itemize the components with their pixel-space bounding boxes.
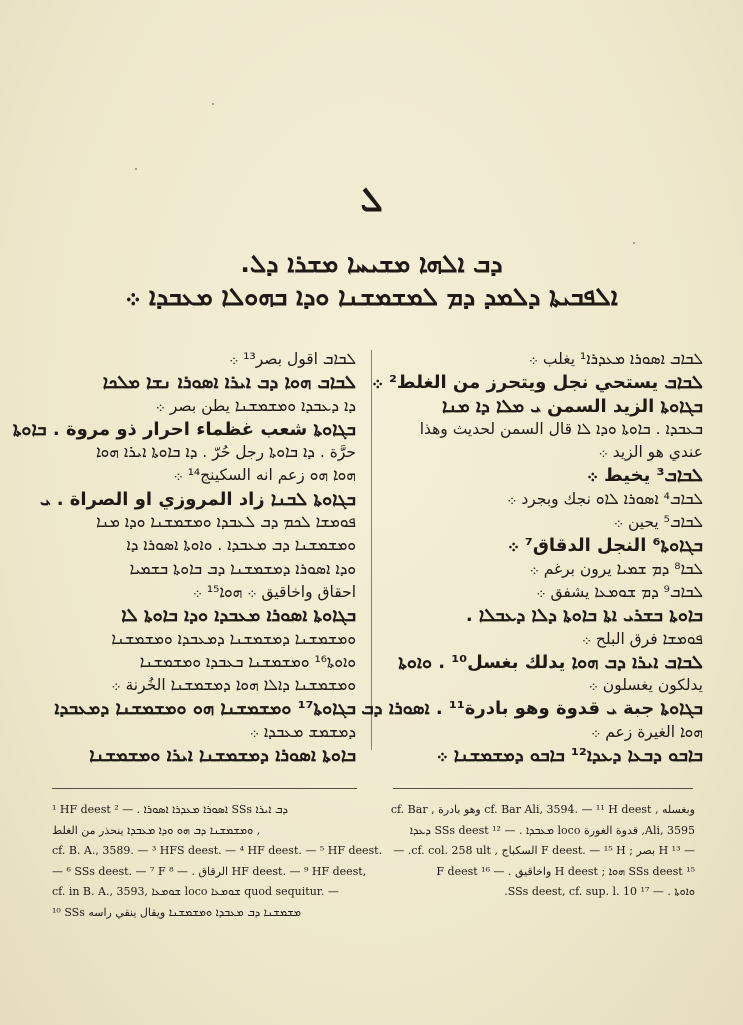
footnote-rule-left bbox=[52, 788, 357, 789]
left-column-line: ܒܓܐܘܬܐ ܐܣܘܪܐ ܡܥܒܕܐ ܘܕܐ ܒܐܘܬܐ ܠܐ bbox=[121, 605, 356, 627]
right-column-line: ܒܓܐܘܬܐ الزيد السمن ܝ ܡܠܐ ܕܐ ܡܢܐ bbox=[442, 395, 703, 417]
section-heading-line-2: ܐܠܦܒܝܬܐ ܕܠܡܕ ܕܡ ܠܡܫܡܫܢܐ ܘܕܐ ܒܗܘܠܐ ܡܥܒܕܐ ܀ bbox=[125, 282, 618, 311]
paper-speck bbox=[135, 168, 137, 170]
right-column-line: ܠܒܐܒ⁵ يحين ܀ bbox=[613, 513, 703, 532]
right-column-line: عندي هو الزيد ܀ bbox=[598, 443, 703, 462]
right-column-line: ܒܐܘܬܐ ܒܫܪܝ ܐܬܐ ܒܐܘܬܐ ܕܠܐ ܕܥܒܠܐ . bbox=[465, 605, 703, 627]
right-column-line: ܒܓܐܘܬܐ⁶ النجل الدقاق⁷ ܀ bbox=[507, 535, 703, 557]
left-column-line: ܘܡܫܡܫܢܐ ܕܒ ܡܥܒܕܐ . ܘܐܘܬܐ ܐܣܘܪܐ ܕܐ bbox=[126, 536, 356, 555]
right-column-line: ܠܒܐܒ³ يخيط ܀ bbox=[586, 465, 703, 487]
paper-speck bbox=[633, 242, 635, 244]
footnote-rule-right bbox=[393, 788, 693, 789]
left-column-line: ܦܘܡܫܐ ܠܟܡ ܕܒ ܠܥܒܕܐ ܘܡܫܡܫܢܐ ܘܕܐ ܡܢܐ bbox=[96, 513, 356, 532]
footnote-line: ¹⁰ SSs ܡܫܡܫܢܐ ܕܒ ܡܥܒܕܐ ܘܡܫܡܫܢܐ ويقال ينقي راسه bbox=[52, 905, 301, 919]
footnotes-right bbox=[388, 800, 695, 903]
left-column-line: ܘܡܫܡܫܢܐ ܕܡܫܡܫܢܐ ܕܡܥܒܕܐ ܘܡܫܡܫܢܐ bbox=[111, 629, 356, 648]
paper-speck bbox=[212, 103, 214, 105]
right-column-line: ܒܐܒܘ ܕܒܥܐ ܕܥܕܐ¹² ܒܐܒܘ ܕܡܫܡܫܢܐ ܀ bbox=[436, 745, 703, 767]
left-column-line: ܘܕܐ ܐܣܘܪܐ ܕܡܫܡܫܢܐ ܕܒ ܒܐܘܬܐ ܒܫܡܝܐ bbox=[129, 559, 356, 578]
right-column bbox=[361, 348, 703, 767]
left-column-line: ܠܒܐܒ اقول بصر¹³ ܀ bbox=[229, 350, 356, 368]
right-column-line: ܠܒܐ⁸ ܕܡ ܫܡܝܐ يرون برغم ܀ bbox=[529, 559, 703, 578]
right-column-line: ܒܥܒܕܐ . ܒܐܘܬܐ ܘܕܐ ܠܐ قال السمن لحديث وهذا bbox=[419, 419, 703, 438]
left-column-line: ܘܡܫܡܫܢܐ ܕܐܠܐ ܗܘܐ ܕܡܫܡܫܢܐ الخُرنة ܀ bbox=[111, 676, 356, 695]
left-column-line: ܒܓܐܘܬܐ¹⁷ ܘܡܫܡܫܢܐ ܗܘ ܘܡܫܡܫܢܐ ܕܡܥܒܕܐ bbox=[54, 698, 356, 720]
left-column-line: ܕܡܫܡܫ ܡܥܒܕܐ ܀ bbox=[249, 722, 356, 741]
footnote-line: ܘܐܘܬܐ . — ¹⁷ SSs deest, cf. sup. l. 10. bbox=[504, 885, 695, 898]
left-column bbox=[12, 348, 356, 767]
left-column-line: ܠܒܐܒ ܗܘܐ ܕܒ ܐܝܪܐ ܐܣܘܪܐ ܢܫܐ ܡܠܟܐ bbox=[102, 372, 356, 394]
column-divider bbox=[371, 350, 372, 750]
right-column-line: ܒܓܐܘܬܐ جبة ܝ قدوة وهو بادرة¹¹ . ܐܣܘܪܐ ܕܒ bbox=[361, 698, 703, 720]
right-column-line: ܗܘܐ الغيرة زعم ܀ bbox=[590, 722, 703, 741]
footnote-line: cf. in B. A., 3593, ܫܘܡܥܐ loco ܫܘܡܥܐ quod sequitur. — bbox=[52, 885, 339, 898]
footnote-line: — ⁶ SSs deest. — ⁷ F الرقاق . — ⁸ HF deest. — ⁹ HF deest, bbox=[52, 864, 367, 878]
left-column-line: ܒܓܐܘܬܐ ܠܒܢܐ زاد المروزي او الصراة . ܝ bbox=[39, 488, 356, 510]
footnote-line: cf. B. A., 3589. — ³ HFS deest. — ⁴ HF deest. — ⁵ HF deest. bbox=[52, 844, 383, 857]
footnote-line: ¹⁵ SSs deest ܗܘܐ ; H deest واخاقيق . — ¹⁶ F deest bbox=[436, 864, 695, 878]
section-letter: ܠ bbox=[360, 180, 383, 220]
right-column-line: ܦܘܡܫܐ فرق البلح ܀ bbox=[581, 629, 703, 648]
right-column-line: ܠܒܐܒ⁹ ܕܡ ܫܘܡܥܐ يشفق ܀ bbox=[536, 582, 703, 601]
right-column-line: ܠܒܐܒ يستحي نجل ويتحرز من الغلط² ܀ bbox=[371, 372, 703, 394]
footnote-line: ¹ HF deest ܐܣܘܪܐ ܡܥܕܪܐ ܐܣܘܪܐ . — ² SSs ܕܒ ܐܝܪܐ bbox=[52, 803, 288, 816]
left-column-line: ܒܐܘܬܐ ܐܣܘܪܐ ܕܡܫܡܫܢܐ ܐܝܪܐ ܘܡܫܡܫܢܐ bbox=[89, 745, 356, 767]
left-column-line: حرَّة . ܕܐ ܒܐܘܬܐ رجل حُرّ . ܕܐ ܒܐܘܬܐ ܐܝܪܐ ܗܘܐ bbox=[95, 443, 356, 462]
left-column-line: ܒܓܐܘܬܐ شعب غظماء احرار ذو مروة . ܒܐܘܬܐ bbox=[12, 418, 356, 440]
left-column-line: ܗܘܐ ܗܘ زعم انه السكينج¹⁴ ܀ bbox=[173, 466, 356, 485]
right-column-line: ܠܒܐܒ ܐܝܪܐ ܕܒ ܗܘܐ يدلك بغسل¹⁰ . ܘܐܘܬܐ bbox=[398, 651, 703, 673]
footnotes-left bbox=[52, 800, 383, 923]
right-column-line: يدلكون يغسلون ܀ bbox=[588, 676, 703, 695]
footnote-line: ܘܡܫܡܫܢܐ ܕܒ ܗܘ ܘܕܐ ܡܥܒܕܐ ينحذر من الغلط , bbox=[52, 823, 261, 837]
right-column-line: ܠܒܐܒ ܐܣܘܪܐ ܡܥܕܪܐ¹ يغلب ܀ bbox=[528, 350, 703, 368]
right-column-line: ܠܒܐܒ⁴ ܐܣܘܪܐ ܠܐܘ نجك وبجرد ܀ bbox=[507, 489, 703, 508]
left-column-line: احقاق واخاقيق ܀ ܗܘܐ¹⁵ ܀ bbox=[192, 582, 356, 601]
left-column-line: ܕܐ ܕܥܒܕܐ ܘܡܫܡܫܢܐ يطن بصر ܀ bbox=[155, 396, 356, 415]
footnote-line: Ali, 3595, قدوة الغورة loco ܡܥܒܕܐ . — ¹² SSs deest ܕܥܕܐ bbox=[409, 823, 695, 837]
footnote-line: — ¹³ H بصر ; F deest. — ¹⁵ H السكباج , cf. col. 258 ult. — bbox=[393, 844, 695, 857]
footnote-line: وبغسله , cf. Bar Ali, 3594. — ¹¹ H deest وهو بادرة , cf. Bar bbox=[390, 803, 695, 816]
section-heading-line-1: ܕܒ ܐܠܗܐ ܡܫܝܚܐ ܡܫܪܐ ܕܠ. bbox=[240, 249, 503, 278]
left-column-line: ܘܐܘܬܐ¹⁶ ܘܡܫܡܫܢܐ ܒܥܒܕܐ ܘܡܫܡܫܢܐ bbox=[139, 652, 356, 671]
